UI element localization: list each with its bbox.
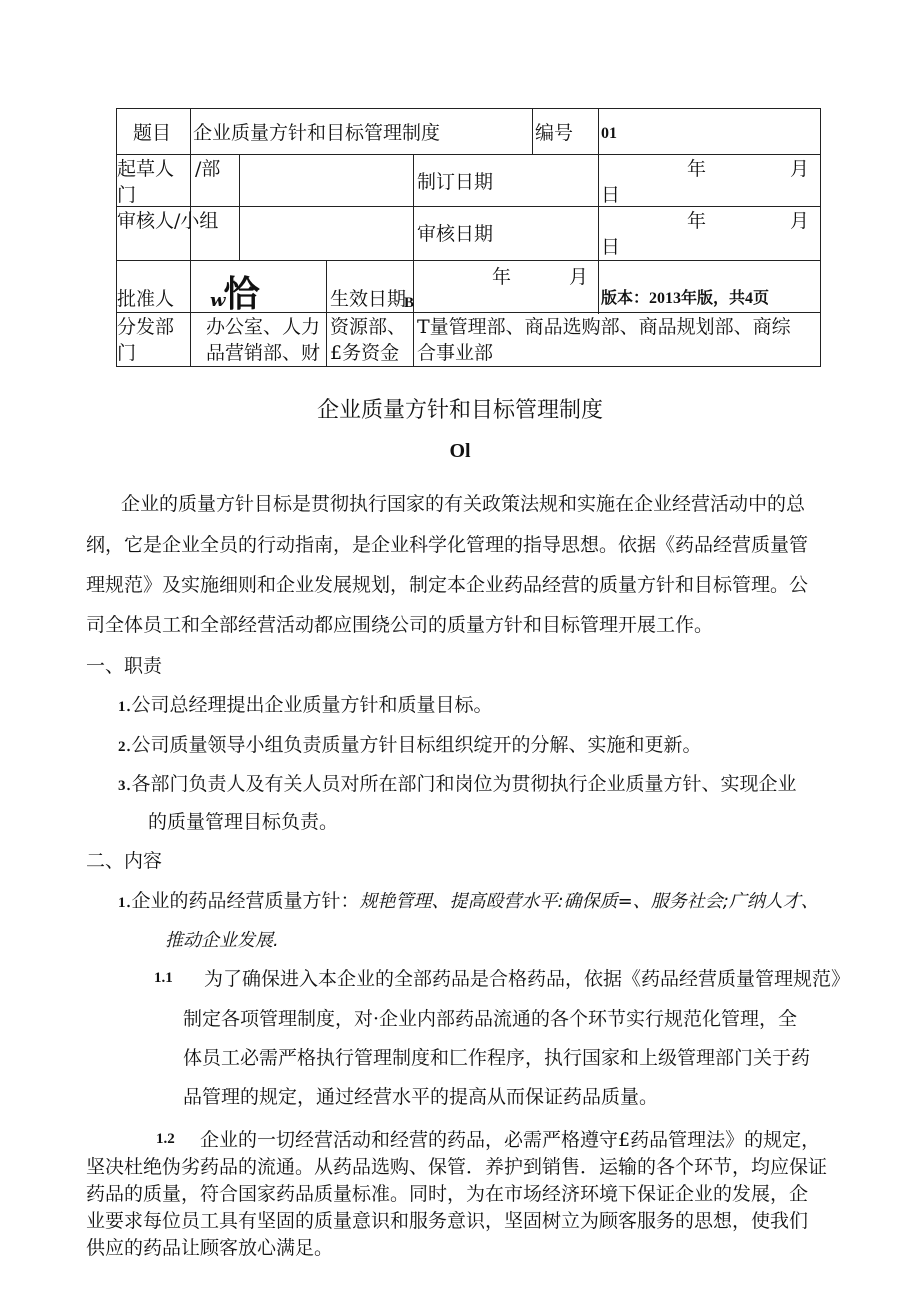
title-value: 企业质量方针和目标管理制度 xyxy=(193,122,441,144)
effective-date-b: B xyxy=(404,295,415,311)
table-col-divider xyxy=(239,154,240,261)
table-col-divider xyxy=(598,108,599,314)
table-col-divider xyxy=(190,108,191,367)
review-date-year: 年 xyxy=(687,210,707,232)
clause-line: 品管理的规定，通过经营水平的提高从而保证药品质量。 xyxy=(183,1086,659,1108)
table-col-divider xyxy=(413,154,414,367)
draft-date-label: 制订日期 xyxy=(417,171,494,193)
clause-number: 1.2 xyxy=(156,1131,175,1147)
intro-line: 理规范》及实施细则和企业发展规划，制定本企业药品经营的质量方针和目标管理。公 xyxy=(86,574,809,596)
table-row-divider xyxy=(116,206,821,207)
list-item: 2.公司质量领导小组负责质量方针目标组织绽开的分解、实施和更新。 xyxy=(118,734,702,756)
intro-line: 纲，它是企业全员的行动指南，是企业科学化管理的指导思想。依据《药品经营质量管 xyxy=(86,534,809,556)
clause-line: 供应的药品让顾客放心满足。 xyxy=(86,1237,334,1259)
clause-line: 制定各项管理制度，对·企业内部药品流通的各个环节实行规范化管理，全 xyxy=(183,1008,798,1030)
number-label: 编号 xyxy=(535,122,574,144)
distribution-col2-line2: 品营销部、财 xyxy=(206,342,321,364)
table-row-divider xyxy=(116,154,821,155)
table-border-right xyxy=(820,108,821,367)
distribution-label: 分发部 xyxy=(117,316,175,338)
approver-signature: w恰 xyxy=(210,273,258,315)
distribution-col4-line2: 合事业部 xyxy=(417,342,494,364)
table-col-divider xyxy=(532,108,533,155)
table-row-divider xyxy=(116,260,821,261)
effective-date-label: 生效日期 xyxy=(330,288,407,310)
list-item: 3.各部门负责人及有关人员对所在部门和岗位为贯彻执行企业质量方针、实现企业 xyxy=(118,773,797,795)
section-heading-content: 二、内容 xyxy=(86,850,163,872)
intro-line: 司全体员工和全部经营活动都应围绕公司的质量方针和目标管理开展工作。 xyxy=(86,614,714,636)
effective-date-month: 月 xyxy=(569,266,589,288)
effective-date-year: 年 xyxy=(492,266,512,288)
list-item-continuation: 推动企业发展. xyxy=(165,930,279,951)
title-label: 题目 xyxy=(133,122,172,144)
review-date-day: 日 xyxy=(601,236,621,258)
number-value: 01 xyxy=(601,125,617,142)
clause-number: 1.1 xyxy=(154,970,173,986)
clause-line: 坚决杜绝伪劣药品的流通。从药品选购、保管．养护到销售．运输的各个环节，均应保证 xyxy=(86,1156,828,1178)
version-info: 版本：2013年版，共4页 xyxy=(601,290,770,307)
distribution-col2-line1: 办公室、人力 xyxy=(206,316,321,338)
table-border-bottom xyxy=(116,366,821,367)
table-col-divider xyxy=(326,260,327,367)
document-code: Ol xyxy=(449,440,471,462)
distribution-col3-line2: £务资金 xyxy=(330,342,400,364)
table-border-top xyxy=(116,108,821,109)
intro-line: 企业的质量方针目标是贯彻执行国家的有关政策法规和实施在企业经营活动中的总 xyxy=(121,493,806,515)
distribution-label-2: 门 xyxy=(117,342,137,364)
review-date-month: 月 xyxy=(790,210,810,232)
distribution-col4-line1: T量管理部、商品选购部、商品规划部、商综 xyxy=(417,316,791,338)
drafter-sep: /部 xyxy=(195,158,221,180)
draft-date-month: 月 xyxy=(790,158,810,180)
clause-line: 体员工必需严格执行管理制度和匚作程序，执行国家和上级管理部门关于药 xyxy=(183,1047,811,1069)
list-item: 1.企业的药品经营质量方针：规艳管理、提高殴营水平:确保质=、服务社会;广纳人才、 xyxy=(118,890,819,912)
drafter-label: 起草人 xyxy=(117,158,175,180)
clause-line: 业要求每位员工具有坚固的质量意识和服务意识，坚固树立为顾客服务的思想，使我们 xyxy=(86,1210,809,1232)
review-date-label: 审核日期 xyxy=(417,223,494,245)
document-title: 企业质量方针和目标管理制度 xyxy=(316,398,603,423)
list-item: 1.公司总经理提出企业质量方针和质量目标。 xyxy=(118,694,493,716)
clause-line: 药品的质量，符合国家药品质量标准。同时，为在市场经济环境下保证企业的发展，企 xyxy=(86,1183,809,1205)
clause-line: 为了确保进入本企业的全部药品是合格药品，依据《药品经营质量管理规范》 xyxy=(204,968,851,990)
approver-label: 批准人 xyxy=(117,288,175,310)
section-heading-duties: 一、职责 xyxy=(86,655,163,677)
distribution-col3-line1: 资源部、 xyxy=(330,316,407,338)
clause-line: 企业的一切经营活动和经营的药品，必需严格遵守£药品管理法》的规定， xyxy=(200,1129,821,1151)
reviewer-label: 审核人/小组 xyxy=(117,210,219,232)
drafter-label-2: 门 xyxy=(117,184,137,206)
draft-date-year: 年 xyxy=(687,158,707,180)
draft-date-day: 日 xyxy=(601,184,621,206)
list-item-continuation: 的质量管理目标负责。 xyxy=(148,811,339,833)
